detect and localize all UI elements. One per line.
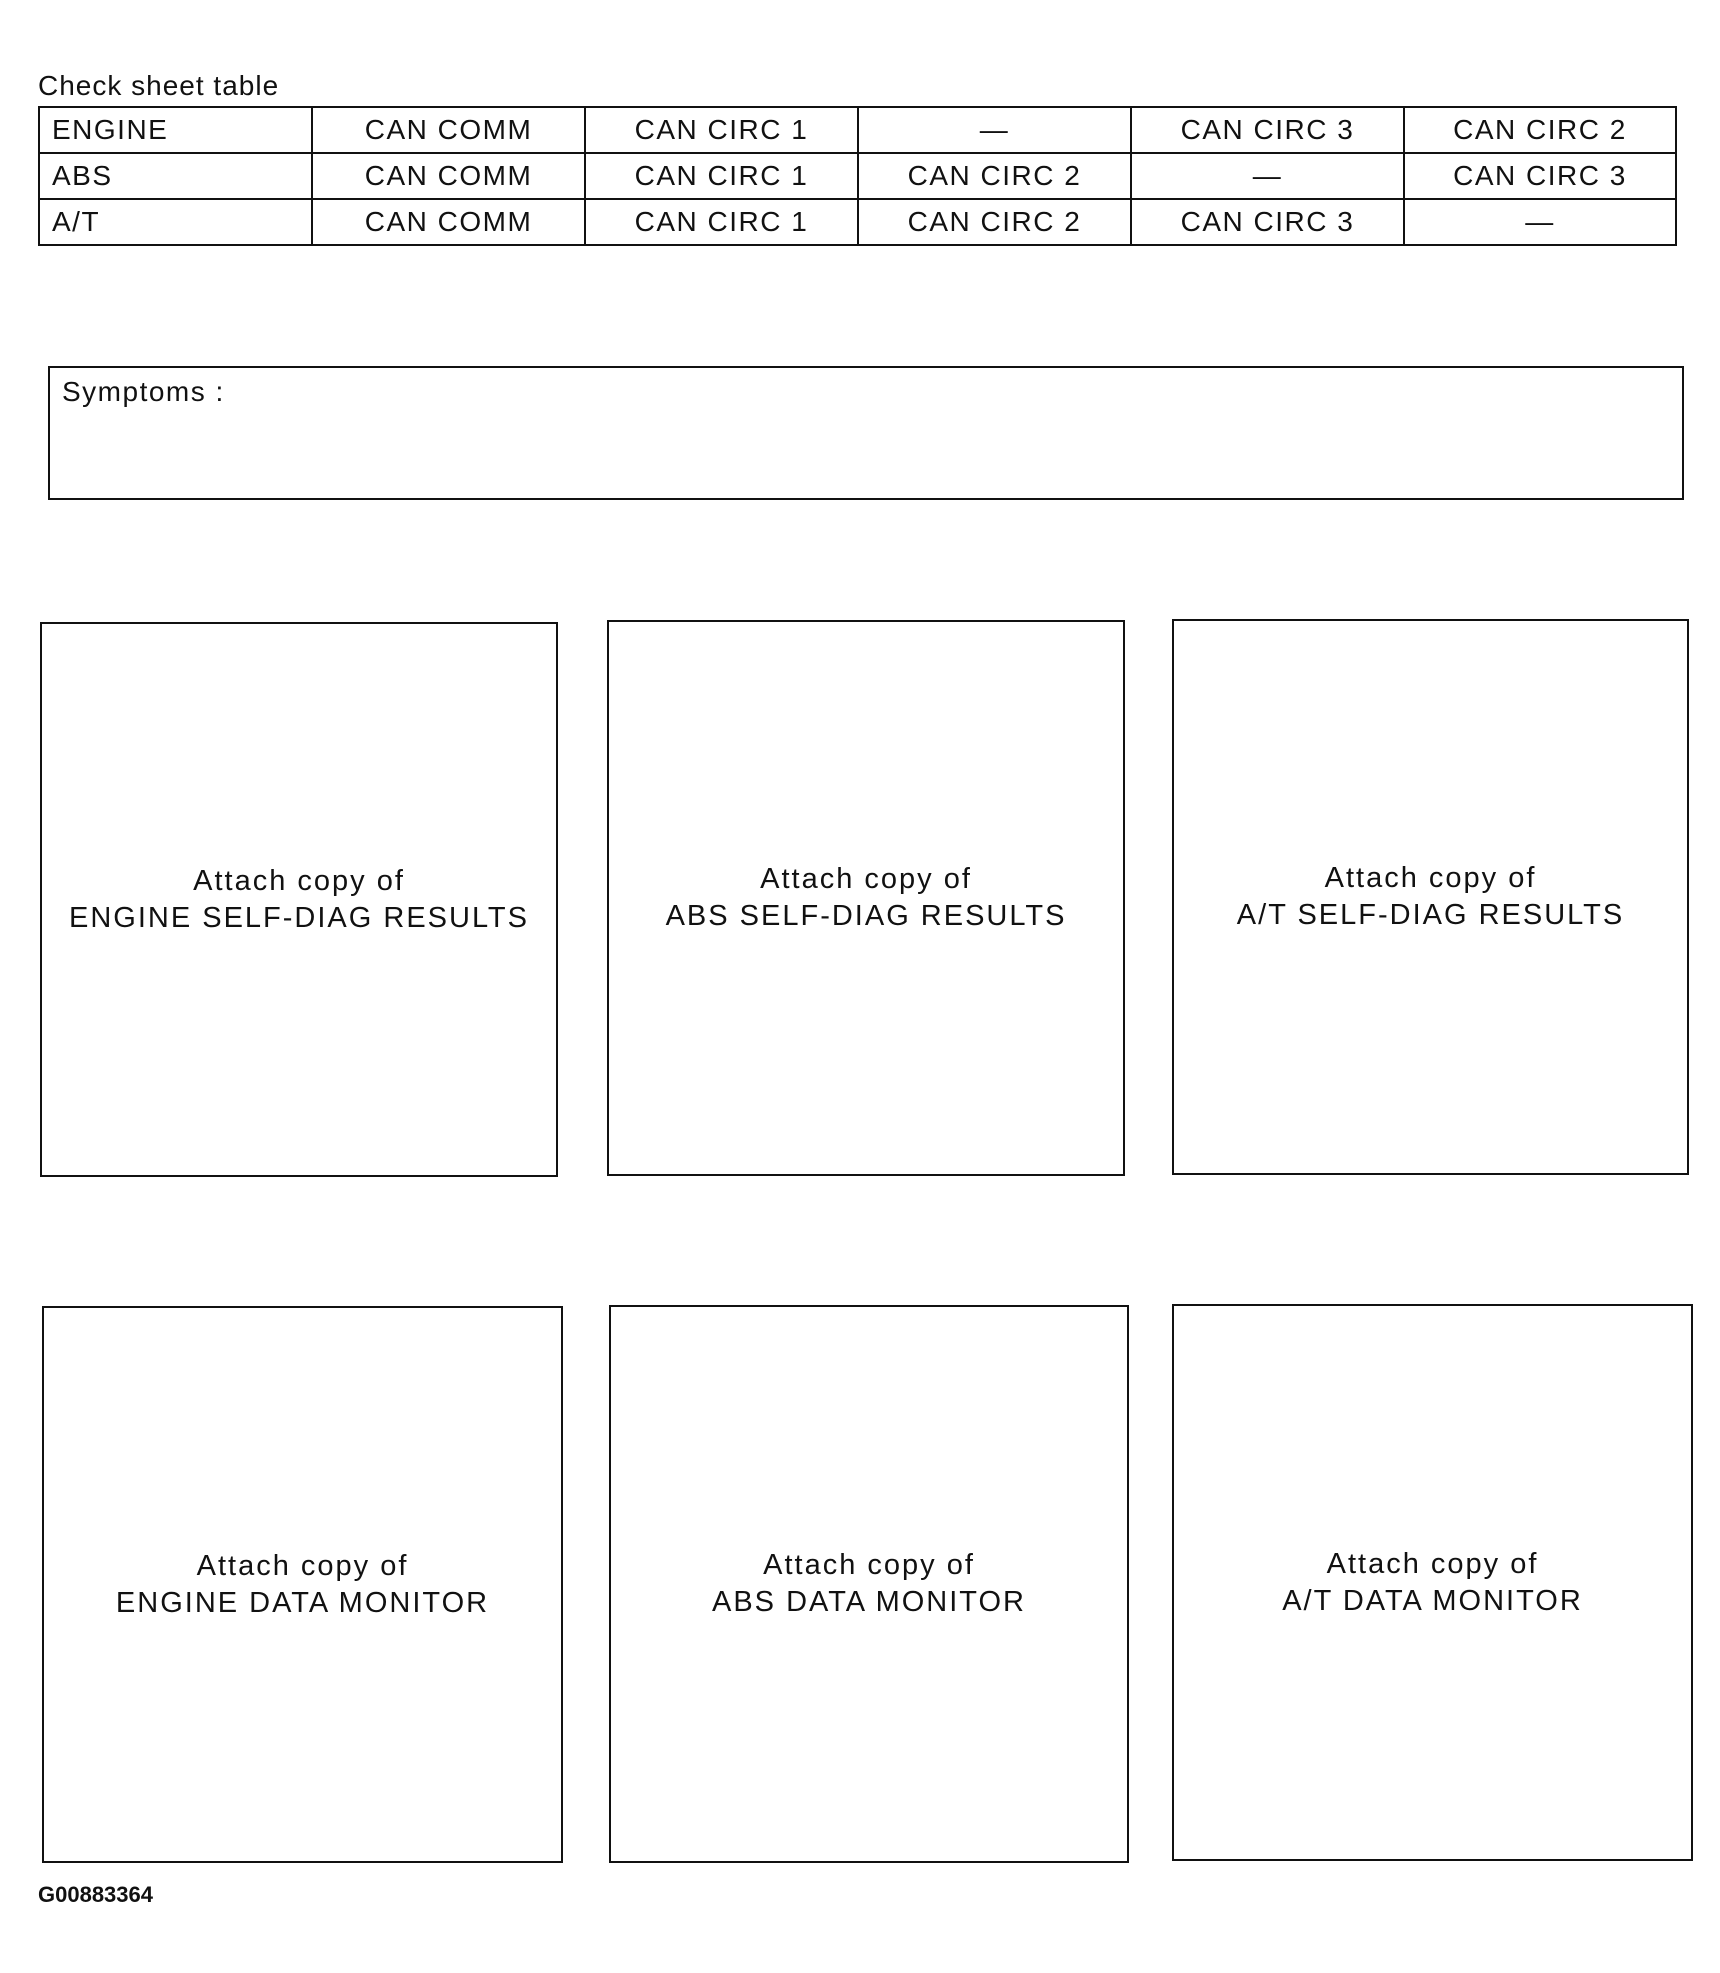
table-cell: — — [1131, 153, 1404, 199]
row-label-at: A/T — [39, 199, 312, 245]
figure-id: G00883364 — [38, 1882, 153, 1907]
table-cell: CAN CIRC 2 — [1404, 107, 1676, 153]
table-cell: CAN COMM — [312, 199, 585, 245]
table-cell: CAN COMM — [312, 107, 585, 153]
table-row — [39, 153, 1676, 199]
row-label-abs: ABS — [39, 153, 312, 199]
attach-box-engine-self-diag — [40, 622, 558, 1177]
attach-box-line1: Attach copy of — [763, 1549, 975, 1581]
attach-box-line2: ENGINE SELF-DIAG RESULTS — [69, 901, 529, 934]
symptoms-label: Symptoms : — [62, 376, 225, 407]
symptoms-box[interactable] — [48, 366, 1684, 500]
attach-box-at-self-diag — [1172, 619, 1689, 1175]
table-row — [39, 107, 1676, 153]
attach-box-line2: A/T SELF-DIAG RESULTS — [1236, 899, 1625, 931]
table-cell: CAN CIRC 1 — [585, 153, 858, 199]
attach-box-line1: Attach copy of — [1324, 862, 1537, 894]
table-cell: CAN CIRC 3 — [1131, 107, 1404, 153]
table-row — [39, 199, 1676, 245]
table-cell: — — [1404, 199, 1676, 245]
attach-box-line1: Attach copy of — [193, 864, 405, 897]
attach-box-line1: Attach copy of — [760, 863, 972, 895]
attach-box-line2: A/T DATA MONITOR — [1282, 1584, 1583, 1617]
table-cell: CAN CIRC 1 — [585, 199, 858, 245]
attach-box-line2: ABS DATA MONITOR — [712, 1586, 1026, 1618]
check-sheet-caption: Check sheet table — [38, 70, 280, 101]
row-label-engine: ENGINE — [39, 107, 312, 153]
attach-box-line1: Attach copy of — [196, 1549, 409, 1582]
check-sheet-table — [38, 106, 1677, 246]
table-cell: CAN CIRC 1 — [585, 107, 858, 153]
attach-box-engine-data-monitor — [42, 1306, 563, 1863]
attach-box-line2: ABS SELF-DIAG RESULTS — [665, 900, 1067, 932]
table-cell: — — [858, 107, 1131, 153]
attach-box-abs-self-diag — [607, 620, 1125, 1176]
attach-box-abs-data-monitor — [609, 1305, 1129, 1863]
attach-box-line2: ENGINE DATA MONITOR — [115, 1586, 490, 1619]
attach-box-at-data-monitor — [1172, 1304, 1693, 1861]
table-cell: CAN COMM — [312, 153, 585, 199]
table-cell: CAN CIRC 2 — [858, 153, 1131, 199]
table-cell: CAN CIRC 3 — [1404, 153, 1676, 199]
attach-box-line1: Attach copy of — [1326, 1547, 1539, 1580]
table-cell: CAN CIRC 3 — [1131, 199, 1404, 245]
table-cell: CAN CIRC 2 — [858, 199, 1131, 245]
